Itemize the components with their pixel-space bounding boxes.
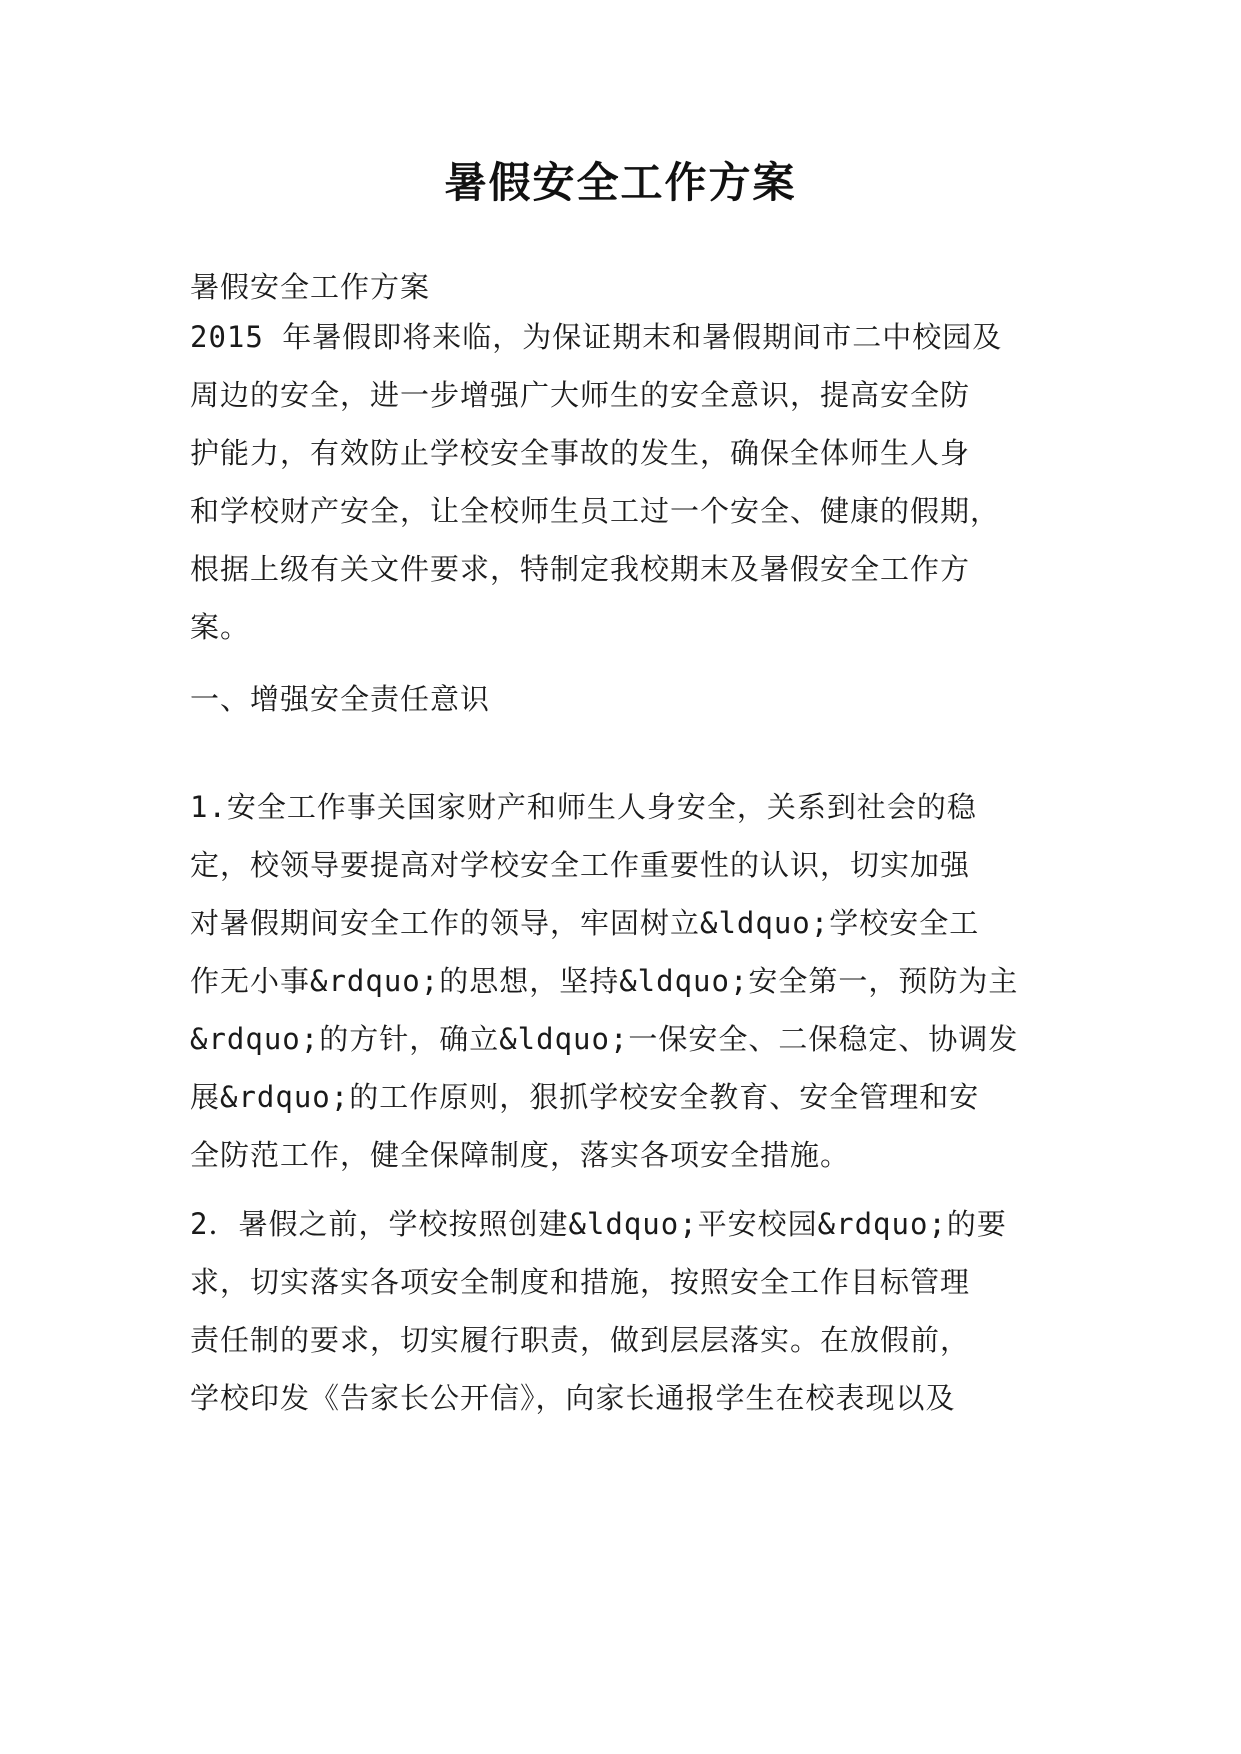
text-line: 一、增强安全责任意识 [190, 682, 491, 716]
item-2-paragraph [190, 1195, 1070, 1427]
text-line: 学校印发《告家长公开信》，向家长通报学生在校表现以及 [190, 1381, 956, 1415]
document-title: 暑假安全工作方案 [444, 158, 797, 207]
text-line: 展&rdquo;的工作原则，狠抓学校安全教育、安全管理和安 [190, 1080, 980, 1114]
text-line: 和学校财产安全，让全校师生员工过一个安全、健康的假期， [190, 494, 1001, 528]
section-heading [190, 670, 1070, 728]
text-line: 责任制的要求，切实履行职责，做到层层落实。在放假前， [190, 1323, 971, 1357]
text-line: 求，切实落实各项安全制度和措施，按照安全工作目标管理 [190, 1265, 971, 1299]
text-line: 2．暑假之前，学校按照创建&ldquo;平安校园&rdquo;的要 [190, 1207, 1007, 1241]
text-line: 定，校领导要提高对学校安全工作重要性的认识，切实加强 [190, 848, 971, 882]
text-line: 2015 年暑假即将来临，为保证期末和暑假期间市二中校园及 [190, 320, 1003, 354]
intro-paragraph [190, 308, 1070, 656]
text-line: 作无小事&rdquo;的思想，坚持&ldquo;安全第一，预防为主 [190, 964, 1019, 998]
text-line: 案。 [190, 610, 251, 644]
text-line: 暑假安全工作方案 [190, 270, 431, 304]
text-line: 周边的安全，进一步增强广大师生的安全意识，提高安全防 [190, 378, 971, 412]
text-line: &rdquo;的方针，确立&ldquo;一保安全、二保稳定、协调发 [190, 1022, 1019, 1056]
text-line: 全防范工作，健全保障制度，落实各项安全措施。 [190, 1138, 851, 1172]
text-line: 对暑假期间安全工作的领导，牢固树立&ldquo;学校安全工 [190, 906, 980, 940]
text-line: 1.安全工作事关国家财产和师生人身安全，关系到社会的稳 [190, 790, 977, 824]
text-line: 护能力，有效防止学校安全事故的发生，确保全体师生人身 [190, 436, 971, 470]
item-1-paragraph [190, 778, 1070, 1184]
text-line: 根据上级有关文件要求，特制定我校期末及暑假安全工作方 [190, 552, 971, 586]
